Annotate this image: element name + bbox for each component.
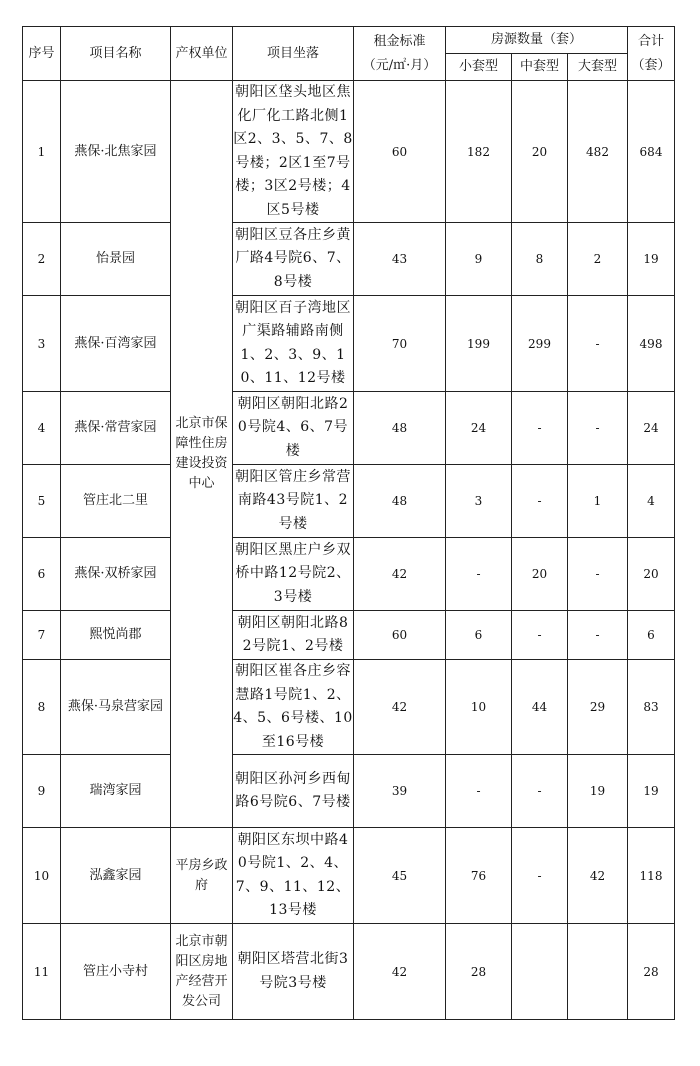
cell-small: - <box>446 538 512 611</box>
cell-small: 199 <box>446 296 512 392</box>
cell-medium: 8 <box>512 223 568 296</box>
header-total-line1: 合计 <box>637 33 664 49</box>
table-row <box>23 392 675 465</box>
cell-small: 9 <box>446 223 512 296</box>
cell-rent: 60 <box>354 81 446 223</box>
table-row <box>23 81 675 223</box>
cell-owner <box>171 828 233 924</box>
cell-seq: 8 <box>23 660 61 755</box>
cell-rent: 43 <box>354 223 446 296</box>
address-text: 朝阳区崔各庄乡容慧路1号院1、2、4、5、6号楼、10至16号楼 <box>233 663 353 750</box>
cell-large: - <box>568 392 628 465</box>
cell-rent: 39 <box>354 755 446 828</box>
cell-medium: 299 <box>512 296 568 392</box>
header-rent <box>354 27 446 81</box>
address-text: 朝阳区百子湾地区广渠路辅路南侧1、2、3、9、10、11、12号楼 <box>235 299 351 386</box>
table-row <box>23 223 675 296</box>
cell-name: 熙悦尚郡 <box>61 611 171 660</box>
cell-total: 684 <box>628 81 675 223</box>
cell-large: 42 <box>568 828 628 924</box>
table-row <box>23 828 675 924</box>
cell-medium: - <box>512 828 568 924</box>
cell-seq: 7 <box>23 611 61 660</box>
cell-address <box>233 924 354 1020</box>
cell-small: - <box>446 755 512 828</box>
cell-address <box>233 223 354 296</box>
cell-name: 怡景园 <box>61 223 171 296</box>
cell-name: 燕保·常营家园 <box>61 392 171 465</box>
cell-small: 28 <box>446 924 512 1020</box>
cell-medium: - <box>512 611 568 660</box>
address-text: 朝阳区豆各庄乡黄厂路4号院6、7、8号楼 <box>235 226 351 290</box>
address-text: 朝阳区垡头地区焦化厂化工路北侧1区2、3、5、7、8号楼；2区1至7号楼；3区2号楼；4区5号楼 <box>233 84 353 218</box>
cell-rent: 60 <box>354 611 446 660</box>
cell-small: 24 <box>446 392 512 465</box>
cell-total: 6 <box>628 611 675 660</box>
cell-large <box>568 924 628 1020</box>
header-name: 项目名称 <box>61 27 171 81</box>
cell-small: 182 <box>446 81 512 223</box>
header-rent-line1: 租金标准 <box>373 33 426 49</box>
cell-total: 28 <box>628 924 675 1020</box>
cell-small: 3 <box>446 465 512 538</box>
header-total-line2: （套） <box>631 57 671 73</box>
cell-name: 泓鑫家园 <box>61 828 171 924</box>
cell-name: 管庄北二里 <box>61 465 171 538</box>
header-count: 房源数量（套） <box>446 27 628 54</box>
cell-address <box>233 81 354 223</box>
cell-rent: 48 <box>354 465 446 538</box>
header-small: 小套型 <box>446 54 512 81</box>
cell-medium: 20 <box>512 81 568 223</box>
owner-text: 平房乡政府 <box>175 857 228 893</box>
table-row <box>23 296 675 392</box>
cell-name: 瑞湾家园 <box>61 755 171 828</box>
address-text: 朝阳区朝阳北路20号院4、6、7号楼 <box>237 395 349 459</box>
cell-medium: - <box>512 755 568 828</box>
cell-medium: 20 <box>512 538 568 611</box>
cell-name: 燕保·双桥家园 <box>61 538 171 611</box>
address-text: 朝阳区黑庄户乡双桥中路12号院2、3号楼 <box>235 541 351 605</box>
cell-total: 498 <box>628 296 675 392</box>
cell-total: 83 <box>628 660 675 755</box>
cell-address <box>233 660 354 755</box>
cell-name: 燕保·北焦家园 <box>61 81 171 223</box>
cell-large: 1 <box>568 465 628 538</box>
cell-rent: 42 <box>354 660 446 755</box>
cell-total: 20 <box>628 538 675 611</box>
header-rent-line2: （元/㎡·月） <box>362 57 437 73</box>
table-row <box>23 755 675 828</box>
cell-seq: 5 <box>23 465 61 538</box>
cell-address <box>233 538 354 611</box>
cell-address <box>233 392 354 465</box>
table-row <box>23 660 675 755</box>
address-text: 朝阳区塔营北街3号院3号楼 <box>237 951 349 991</box>
cell-name <box>61 660 171 755</box>
header-total <box>628 27 675 81</box>
cell-medium: - <box>512 465 568 538</box>
cell-seq: 11 <box>23 924 61 1020</box>
cell-seq: 6 <box>23 538 61 611</box>
cell-name: 管庄小寺村 <box>61 924 171 1020</box>
header-owner: 产权单位 <box>171 27 233 81</box>
cell-medium: 44 <box>512 660 568 755</box>
cell-total: 4 <box>628 465 675 538</box>
cell-large: 19 <box>568 755 628 828</box>
cell-seq: 4 <box>23 392 61 465</box>
cell-medium: - <box>512 392 568 465</box>
cell-large: - <box>568 538 628 611</box>
cell-address <box>233 611 354 660</box>
address-text: 朝阳区管庄乡常营南路43号院1、2号楼 <box>235 468 351 532</box>
table-row <box>23 611 675 660</box>
table-row <box>23 465 675 538</box>
cell-total: 19 <box>628 223 675 296</box>
cell-large: 29 <box>568 660 628 755</box>
cell-seq: 3 <box>23 296 61 392</box>
cell-small: 10 <box>446 660 512 755</box>
cell-rent: 42 <box>354 538 446 611</box>
cell-total: 24 <box>628 392 675 465</box>
cell-total: 19 <box>628 755 675 828</box>
cell-seq: 2 <box>23 223 61 296</box>
header-seq: 序号 <box>23 27 61 81</box>
header-medium: 中套型 <box>512 54 568 81</box>
cell-seq: 1 <box>23 81 61 223</box>
cell-large: - <box>568 611 628 660</box>
cell-address <box>233 296 354 392</box>
cell-rent: 70 <box>354 296 446 392</box>
cell-address <box>233 465 354 538</box>
cell-rent: 42 <box>354 924 446 1020</box>
table-row <box>23 538 675 611</box>
cell-seq: 9 <box>23 755 61 828</box>
cell-address <box>233 755 354 828</box>
cell-rent: 48 <box>354 392 446 465</box>
cell-address <box>233 828 354 924</box>
cell-name: 燕保·百湾家园 <box>61 296 171 392</box>
name-text: 燕保·马泉营家园 <box>67 699 164 714</box>
cell-owner <box>171 924 233 1020</box>
header-row-1 <box>23 27 675 54</box>
cell-large: 482 <box>568 81 628 223</box>
address-text: 朝阳区朝阳北路82号院1、2号楼 <box>237 614 349 654</box>
owner-text: 北京市保障性住房建设投资中心 <box>175 416 228 491</box>
cell-seq: 10 <box>23 828 61 924</box>
table-row <box>23 924 675 1020</box>
owner-text: 北京市朝阳区房地产经营开发公司 <box>175 933 228 1009</box>
housing-table <box>22 26 675 1020</box>
address-text: 朝阳区孙河乡西甸路6号院6、7号楼 <box>235 770 351 810</box>
cell-medium <box>512 924 568 1020</box>
cell-large: - <box>568 296 628 392</box>
address-text: 朝阳区东坝中路40号院1、2、4、7、9、11、12、13号楼 <box>235 831 351 918</box>
header-large: 大套型 <box>568 54 628 81</box>
cell-small: 6 <box>446 611 512 660</box>
header-address: 项目坐落 <box>233 27 354 81</box>
cell-total: 118 <box>628 828 675 924</box>
cell-owner <box>171 81 233 828</box>
cell-rent: 45 <box>354 828 446 924</box>
cell-large: 2 <box>568 223 628 296</box>
cell-small: 76 <box>446 828 512 924</box>
